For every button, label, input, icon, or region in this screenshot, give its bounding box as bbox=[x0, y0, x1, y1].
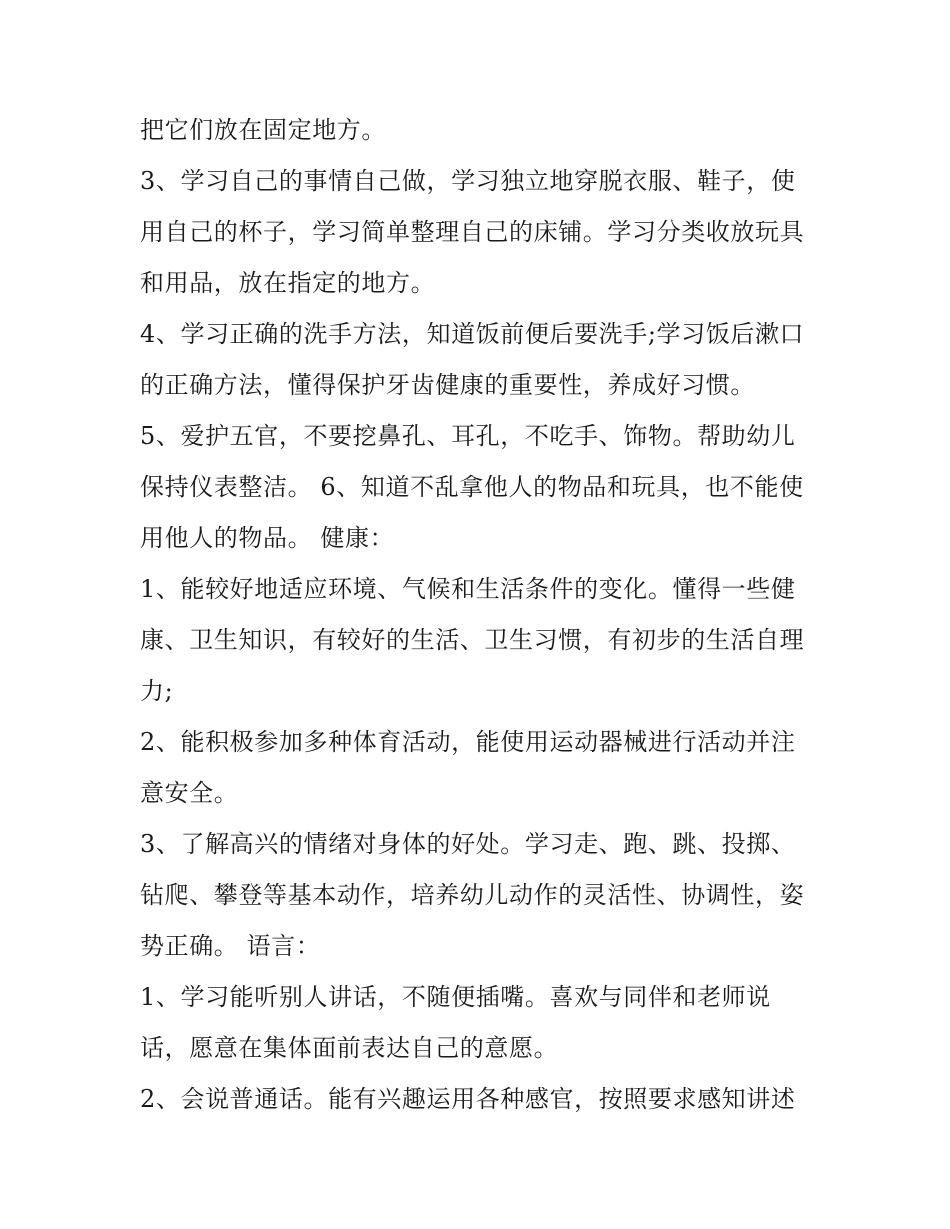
text-line: 话，愿意在集体面前表达自己的意愿。 bbox=[140, 1034, 559, 1062]
text-line: 意安全。 bbox=[140, 779, 239, 807]
text-line: 3、学习自己的事情自己做，学习独立地穿脱衣服、鞋子，使 bbox=[140, 167, 796, 195]
text-line: 把它们放在固定地方。 bbox=[140, 116, 386, 144]
text-line: 1、能较好地适应环境、气候和生活条件的变化。懂得一些健 bbox=[140, 575, 796, 603]
text-line: 2、能积极参加多种体育活动，能使用运动器械进行活动并注 bbox=[140, 728, 796, 756]
text-line: 钻爬、攀登等基本动作，培养幼儿动作的灵活性、协调性，姿 bbox=[140, 881, 805, 909]
text-line: 势正确。 语言： bbox=[140, 932, 321, 960]
text-line: 的正确方法，懂得保护牙齿健康的重要性，养成好习惯。 bbox=[140, 371, 755, 399]
text-line: 1、学习能听别人讲话，不随便插嘴。喜欢与同伴和老师说 bbox=[140, 983, 771, 1011]
text-line: 力; bbox=[140, 677, 174, 705]
text-line: 5、爱护五官，不要挖鼻孔、耳孔，不吃手、饰物。帮助幼儿 bbox=[140, 422, 796, 450]
text-line: 保持仪表整洁。 6、知道不乱拿他人的物品和玩具，也不能使 bbox=[140, 473, 804, 501]
text-line: 用自己的杯子，学习简单整理自己的床铺。学习分类收放玩具 bbox=[140, 218, 805, 246]
text-line: 康、卫生知识，有较好的生活、卫生习惯，有初步的生活自理 bbox=[140, 626, 805, 654]
text-line: 4、学习正确的洗手方法，知道饭前便后要洗手;学习饭后漱口 bbox=[140, 320, 805, 348]
text-line: 2、会说普通话。能有兴趣运用各种感官，按照要求感知讲述 bbox=[140, 1085, 796, 1113]
text-line: 和用品，放在指定的地方。 bbox=[140, 269, 436, 297]
text-line: 用他人的物品。 健康： bbox=[140, 524, 395, 552]
text-line: 3、了解高兴的情绪对身体的好处。学习走、跑、跳、投掷、 bbox=[140, 830, 796, 858]
